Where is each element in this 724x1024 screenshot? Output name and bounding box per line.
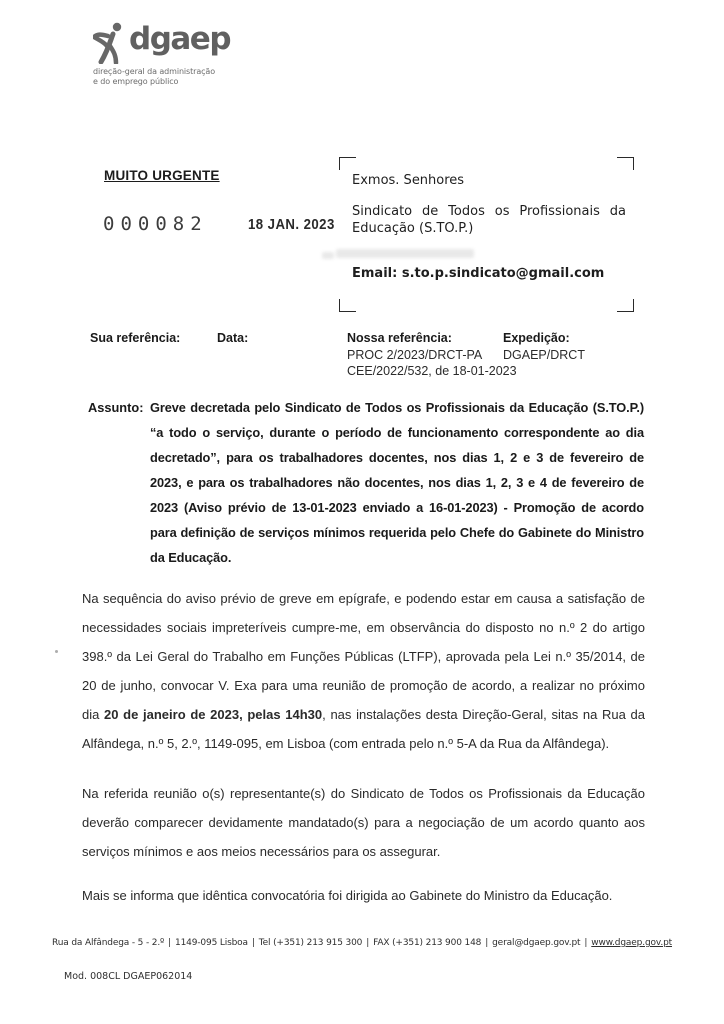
subject-text: Greve decretada pelo Sindicato de Todos os Profissionais da Educação (S.TO.P.) “a todo o serviço, durante o período de funcionamento correspondente ao dia decretado”, para os trabalhadores docentes, nos dias 1, 2 e 3 de fevereiro de 2023, e para os trabalhadores não docentes, nos dias 1, 2, 3 e 4 de fevereiro de 2023 (Aviso prévio de 13-01-2023 enviado a 16-01-2023) - Promoção de acordo para definição de serviços mínimos requerida pelo Chefe do Gabinete do Ministro da Educação. <box>150 400 644 565</box>
footer-contact-line: Rua da Alfândega - 5 - 2.º | 1149-095 Lisboa | Tel (+351) 213 915 300 | FAX (+351) 213 900 148 | geral@dgaep.gov.pt | www.dgaep.gov.pt <box>51 938 673 948</box>
footer-tel: Tel (+351) 213 915 300 <box>258 938 363 948</box>
letter-body <box>82 584 645 910</box>
our-reference-line2: CEE/2022/532, de 18-01-2023 <box>347 364 517 378</box>
recipient-organization: Sindicato de Todos os Profissionais da Educação (S.TO.P.) <box>352 204 626 236</box>
body-paragraph-3: Mais se informa que idêntica convocatória foi dirigida ao Gabinete do Ministro da Educação. <box>82 888 613 903</box>
corner-bracket-top-right <box>617 157 634 170</box>
dispatch-block <box>503 330 585 363</box>
footer-postal-city: 1149-095 Lisboa <box>175 938 248 948</box>
brand-text: dgaep <box>129 21 231 57</box>
recipient-block <box>352 172 626 282</box>
corner-bracket-bottom-left <box>339 299 356 312</box>
scan-smudge <box>322 252 334 259</box>
corner-bracket-top-left <box>339 157 356 170</box>
our-reference-label: Nossa referência: <box>347 331 452 345</box>
footer-address: Rua da Alfândega - 5 - 2.º <box>51 938 165 948</box>
dispatch-value: DGAEP/DRCT <box>503 347 585 362</box>
footer-fax: FAX (+351) 213 900 148 <box>373 938 482 948</box>
body-paragraph-1: Na sequência do aviso prévio de greve em epígrafe, e podendo estar em causa a satisfação de necessidades sociais impreteríveis cumpre-me, em observância do disposto no n.º 2 do artigo 398.º da Lei Geral do Trabalho em Funções Públicas (LTFP), aprovada pela Lei n.º 35/2014, de 20 de junho, convocar V. Exa para uma reunião de promoção de acordo, a realizar no próximo dia 20 de janeiro de 2023, pelas 14h30, nas instalações desta Direção-Geral, sitas na Rua da Alfândega, n.º 5, 2.º, 1149-095, em Lisboa (com entrada pelo n.º 5-A da Rua da Alfândega). <box>82 591 645 751</box>
email-value: s.to.p.sindicato@gmail.com <box>401 266 605 281</box>
recipient-salutation: Exmos. Senhores <box>352 173 465 188</box>
scan-speck <box>55 650 58 653</box>
email-label: Email: <box>352 266 398 281</box>
recipient-email-line <box>352 265 626 282</box>
your-reference-label: Sua referência: <box>90 331 181 345</box>
scan-smudge <box>336 249 474 258</box>
our-reference-block <box>347 330 517 380</box>
footer-email: geral@dgaep.gov.pt <box>492 938 581 948</box>
person-figure-icon <box>93 22 127 64</box>
our-reference-line1: PROC 2/2023/DRCT-PA <box>347 347 483 362</box>
dispatch-label: Expedição: <box>503 331 570 345</box>
body-paragraph-2: Na referida reunião o(s) representante(s) do Sindicato de Todos os Profissionais da Educação deverão comparecer devidamente mandatado(s) para a negociação de um acordo quanto aos serviços mínimos e aos meios necessários para os assegurar. <box>82 786 645 859</box>
entry-number-stamp: 000082 <box>103 213 208 235</box>
dgaep-logo <box>93 22 230 87</box>
date-label: Data: <box>217 331 249 345</box>
corner-bracket-bottom-right <box>617 299 634 312</box>
urgency-label: MUITO URGENTE <box>104 168 220 183</box>
date-stamp: 18 JAN. 2023 <box>248 216 335 233</box>
footer-website: www.dgaep.gov.pt <box>591 938 673 948</box>
subject-block <box>88 395 644 570</box>
logo-tagline: direção-geral da administração e do emprego público <box>93 67 216 86</box>
subject-label: Assunto: <box>88 400 144 415</box>
form-code: Mod. 008CL DGAEP062014 <box>64 971 193 982</box>
